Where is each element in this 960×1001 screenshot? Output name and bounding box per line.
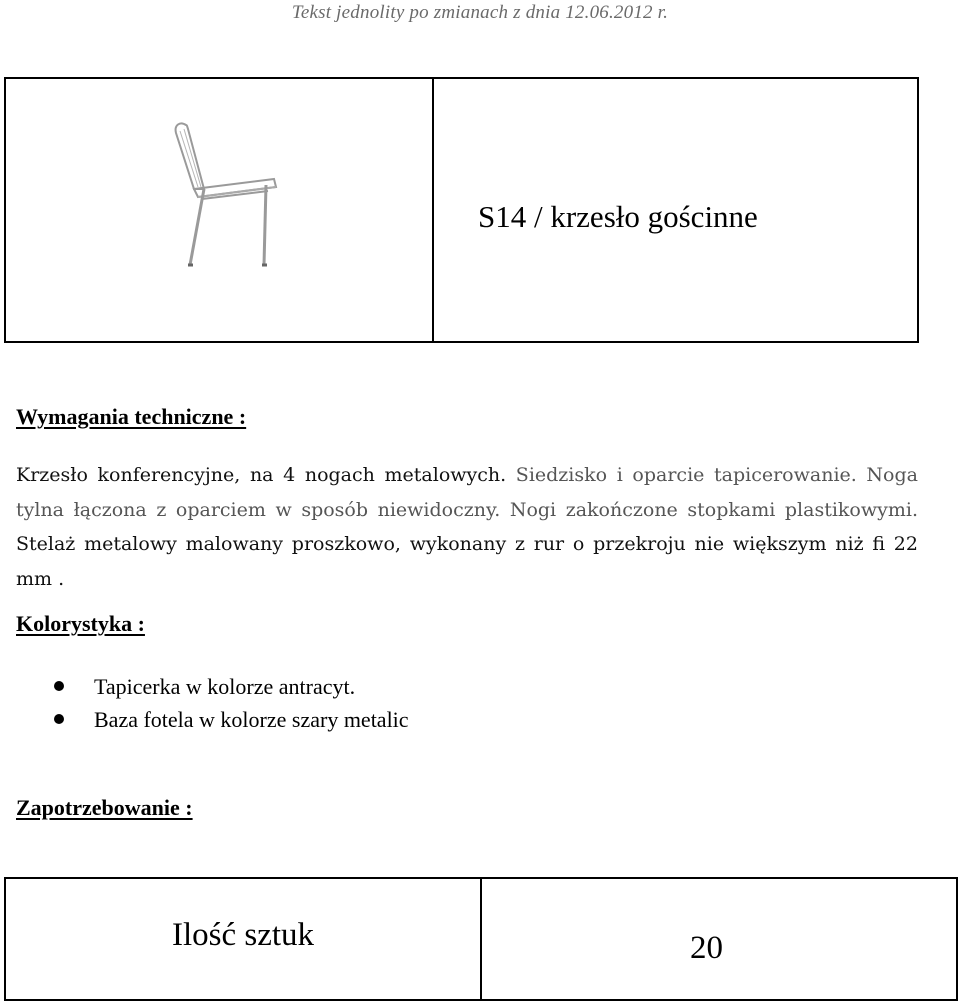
product-table [4, 77, 919, 343]
color-list [50, 670, 409, 736]
quantity-table [4, 877, 958, 1001]
technical-requirements-text [16, 458, 918, 596]
quantity-label-cell [6, 879, 482, 999]
quantity-value-cell [482, 879, 956, 999]
chair-illustration-icon [164, 117, 284, 349]
technical-text-part-3: Stelaż metalowy malowany proszkowo, wykonany z rur o przekroju nie większym niż fi 22 mm . [16, 533, 918, 590]
quantity-value: 20 [690, 930, 723, 966]
product-title: S14 / krzesło gościnne [478, 199, 758, 234]
technical-requirements-heading: Wymagania techniczne : [16, 404, 247, 429]
product-title-cell [434, 79, 917, 341]
list-item-label: Baza fotela w kolorze szary metalic [94, 707, 409, 732]
list-item-label: Tapicerka w kolorze antracyt. [94, 674, 356, 699]
technical-text-part-1: Krzesło konferencyjne, na 4 nogach metalowych. [16, 464, 507, 486]
demand-heading: Zapotrzebowanie : [16, 795, 193, 820]
technical-text-part-2: Siedzisko i oparcie tapicerowanie. Noga tylna łączona z oparciem w sposób niewidoczny. Nogi zakończone stopkami plastikowymi. [16, 464, 918, 521]
document-header: Tekst jednolity po zmianach z dnia 12.06.2012 r. [291, 2, 669, 23]
color-scheme-heading: Kolorystyka : [16, 611, 145, 636]
list-item [50, 703, 409, 736]
bullet-icon [54, 714, 64, 724]
list-item [50, 670, 409, 703]
product-image-cell [6, 79, 434, 341]
quantity-label: Ilość sztuk [171, 917, 315, 953]
bullet-icon [54, 681, 64, 691]
